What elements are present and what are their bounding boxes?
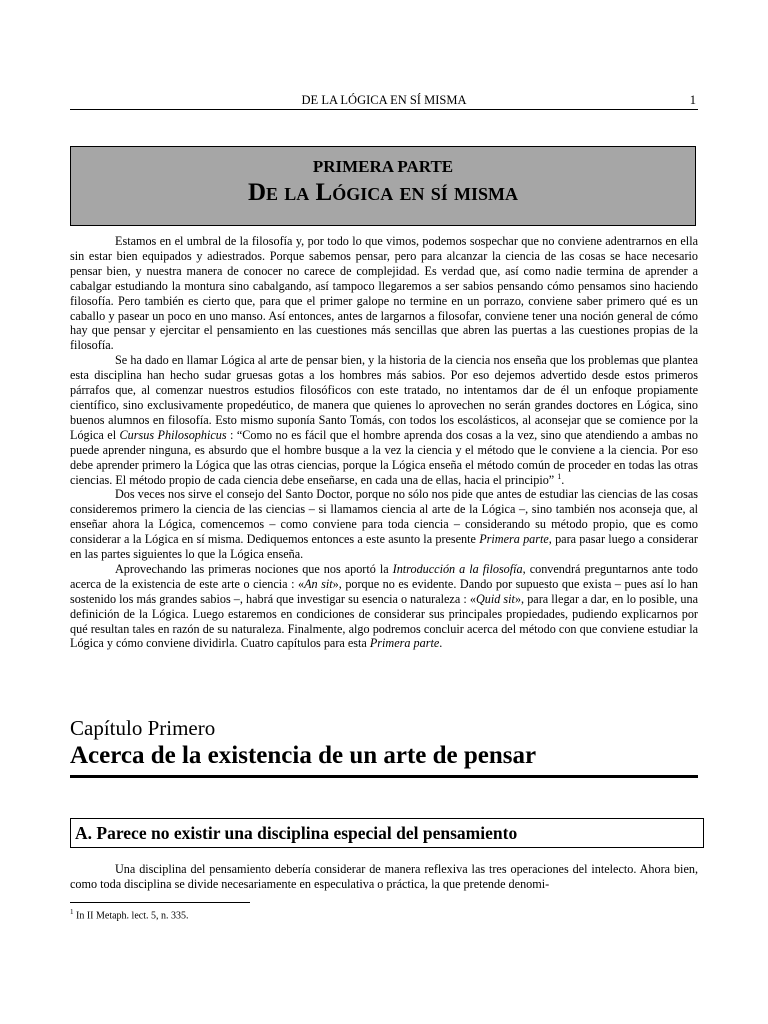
chapter-divider xyxy=(70,775,698,778)
intro-p2-cursus: Cursus Philosophicus xyxy=(119,427,227,442)
part-label: PRIMERA PARTE xyxy=(312,157,454,176)
intro-p4-an-sit: An sit xyxy=(304,576,333,591)
intro-p2-text-a: Se ha dado en llamar Lógica al arte de pensar bien, y la historia de la ciencia nos enseña que los problemas que plantea esta disciplina han hecho sudar gruesas gotas a los hombres más sabios. Por eso dejemos advertido desde estos primeros párrafos que, al comenzar nuestros estudios filosóficos con este tratado, no intentamos dar de él un enfoque propiamente científico, sino exclusivamente propedéutico, de manera que quienes lo aprovechen no serán grandes doctores en Lógica, sino buenos alumnos en filosofía. Esto mismo suponía Santo Tomás, con todos los escolásticos, al aconsejar que se comience por la Lógica el xyxy=(70,353,698,442)
running-header xyxy=(70,92,698,110)
intro-p4-quid-sit: Quid sit xyxy=(475,591,515,606)
section-paragraph-1: Una disciplina del pensamiento debería considerar de manera reflexiva las tres operaciones del intelecto. Ahora bien, como toda disciplina se divide necesariamente en especulativa o práctica, la que pretende denomi- xyxy=(70,862,698,891)
intro-p4-text-a: Aprovechando las primeras nociones que nos aportó la xyxy=(115,561,393,576)
part-title-box xyxy=(70,146,696,226)
section-text xyxy=(70,862,698,892)
intro-text xyxy=(70,234,698,651)
intro-paragraph-4 xyxy=(70,562,698,651)
intro-p2-text-b: : “Como no es fácil que el hombre aprenda dos cosas a la vez, sino que atendiendo a ambas no puede aprender ninguna, es absurdo que el hombre busque a la vez la ciencia y el método que le conviene a la ciencia. Por eso debe aprender primero la Lógica que las otras ciencias, porque la Lógica enseña el método común de proceder en todas las otras ciencias. El método propio de cada ciencia debe enseñarse, en cada una de ellas, hacia el principio” xyxy=(70,427,698,487)
intro-paragraph-3 xyxy=(70,487,698,562)
intro-p4-text-c: », porque no es evidente. Dando por supuesto que exista – pues así lo han sostenido los más grandes sabios –, habrá que investigar su esencia o naturaleza : « xyxy=(70,576,698,606)
intro-p4-text-b: , convendrá preguntarnos ante todo acerca de la existencia de este arte o ciencia : « xyxy=(70,561,699,591)
footnote xyxy=(70,906,188,922)
intro-p2-end: . xyxy=(561,472,565,487)
footnote-divider xyxy=(70,902,250,903)
section-heading: A. Parece no existir una disciplina especial del pensamiento xyxy=(70,818,704,848)
footnote-marker: 1 xyxy=(70,908,74,916)
intro-p4-primera-parte: Primera parte xyxy=(369,636,440,651)
footnote-reference[interactable]: 1 xyxy=(557,471,562,481)
intro-p3-primera-parte: Primera parte xyxy=(479,532,549,547)
intro-paragraph-1: Estamos en el umbral de la filosofía y, por todo lo que vimos, podemos sospechar que no conviene adentrarnos en ella sin estar bien equipados y adiestrados. Porque sabemos pensar, pero para alcanzar la ciencia de las cosas se hace necesario pensar bien, y nuestra manera de conocer no carece de complejidad. Es verdad que, así como nadie termina de aprender a cabalgar estudiando la montura sino cabalgando, así tampoco llegaremos a ser sabios pensando cómo pensamos sino haciendo filosofía. Pero también es cierto que, para que el primer galope no termine en un porrazo, conviene saber primero qué es un caballo y pasear un poco en uno manso. Así entonces, antes de largarnos a filosofar, conviene tener una noción general de cómo hay que pensar y ejercitar el pensamiento en las cuestiones más sencillas que abren las puertas a las cuestiones propias de la filosofía. xyxy=(70,234,698,353)
intro-paragraph-2 xyxy=(70,353,698,487)
intro-p3-text-b: , para pasar luego a considerar en las partes siguientes lo que la Lógica enseña. xyxy=(70,532,698,562)
chapter-label: Capítulo Primero xyxy=(70,716,216,740)
intro-p4-text-d: », para llegar a dar, en lo posible, una definición de la Lógica. Luego estaremos en condiciones de considerar sus principales propiedades, pudiendo explicarnos por qué resultan tales en razón de su naturaleza. Finalmente, algo podremos concluir acerca del método con que conviene estudiar la Lógica y cómo conviene dividirla. Cuatro capítulos para esta xyxy=(70,591,699,651)
intro-p3-text-a: Dos veces nos sirve el consejo del Santo Doctor, porque no sólo nos pide que antes de estudiar las ciencias de las cosas consideremos primero la ciencia de las ciencias – si llamamos ciencia al arte de la Lógica –, sino también nos aconseja que, al enseñar ahora la Lógica, comencemos – como conviene para toda ciencia – considerando su método propio, que es como considerar a la Lógica en sí misma. Dediquemos entonces a este asunto la presente xyxy=(70,487,698,547)
intro-p4-introduccion: Introducción a la filosofía xyxy=(392,561,523,576)
footnote-text: In II Metaph. lect. 5, n. 335. xyxy=(73,910,189,922)
intro-p4-end: . xyxy=(439,636,443,651)
page-number: 1 xyxy=(689,93,696,107)
part-title: De la Lógica en sí misma xyxy=(247,179,518,206)
chapter-title: Acerca de la existencia de un arte de pensar xyxy=(70,742,537,769)
running-header-title: DE LA LÓGICA EN SÍ MISMA xyxy=(301,93,467,107)
